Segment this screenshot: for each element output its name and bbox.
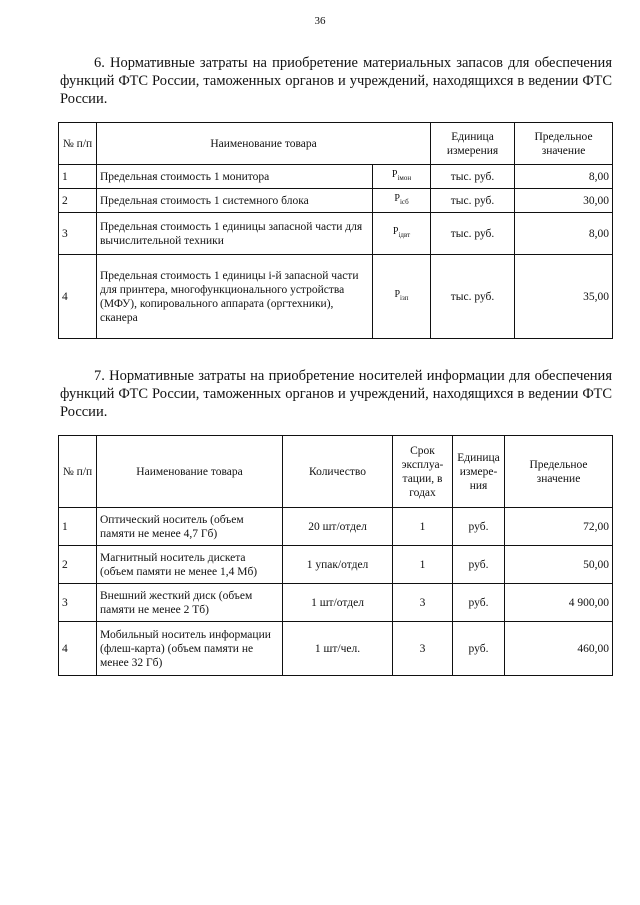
table-header-row [59,123,613,165]
table-row [59,189,613,213]
row-value: 4 900,00 [505,584,613,622]
header-qty: Количество [283,436,393,508]
row-qty: 20 шт/отдел [283,508,393,546]
row-unit: тыс. руб. [431,255,515,339]
header-unit: Единица измере-ния [453,436,505,508]
header-value: Предельное значение [515,123,613,165]
table-row [59,508,613,546]
row-name: Магнитный носитель дискета (объем памяти не менее 1,4 Мб) [97,546,283,584]
row-symbol: $P_{iдвт}$ [373,213,431,255]
row-qty: 1 шт/чел. [283,622,393,676]
page-number: 36 [314,15,326,27]
row-unit: тыс. руб. [431,189,515,213]
table-row [59,213,613,255]
materials-table [58,122,613,339]
row-value: 72,00 [505,508,613,546]
row-num: 2 [59,189,97,213]
table-row [59,255,613,339]
table-row [59,622,613,676]
row-num: 4 [59,622,97,676]
row-term: 3 [393,622,453,676]
row-value: 460,00 [505,622,613,676]
media-table [58,435,613,676]
row-num: 1 [59,165,97,189]
row-name: Предельная стоимость 1 единицы запасной части для вычислительной техники [97,213,373,255]
header-unit: Единица измерения [431,123,515,165]
section-7-heading: 7. Нормативные затраты на приобретение носителей информации для обеспечения функций ФТС России, таможенных органов и учреждений, находящихся в ведении ФТС России. [60,368,612,420]
row-unit: тыс. руб. [431,213,515,255]
row-value: 8,00 [515,213,613,255]
table-row [59,165,613,189]
row-symbol: $P_{iсб}$ [373,189,431,213]
row-name: Предельная стоимость 1 монитора [97,165,373,189]
row-value: 35,00 [515,255,613,339]
row-unit: руб. [453,508,505,546]
header-name: Наименование товара [97,436,283,508]
row-unit: руб. [453,546,505,584]
row-name: Предельная стоимость 1 системного блока [97,189,373,213]
row-unit: руб. [453,622,505,676]
row-value: 8,00 [515,165,613,189]
header-num: № п/п [59,436,97,508]
row-symbol: $P_{iзп}$ [373,255,431,339]
row-name: Внешний жесткий диск (объем памяти не менее 2 Тб) [97,584,283,622]
row-term: 1 [393,508,453,546]
row-num: 3 [59,584,97,622]
row-num: 4 [59,255,97,339]
row-name: Мобильный носитель информации (флеш-карта) (объем памяти не менее 32 Гб) [97,622,283,676]
row-term: 1 [393,546,453,584]
row-num: 1 [59,508,97,546]
table-row [59,584,613,622]
header-num: № п/п [59,123,97,165]
table-header-row [59,436,613,508]
row-value: 30,00 [515,189,613,213]
row-name: Оптический носитель (объем памяти не менее 4,7 Гб) [97,508,283,546]
row-num: 3 [59,213,97,255]
row-num: 2 [59,546,97,584]
row-unit: руб. [453,584,505,622]
header-name: Наименование товара [97,123,431,165]
header-value: Предельное значение [505,436,613,508]
row-term: 3 [393,584,453,622]
table-row [59,546,613,584]
row-name: Предельная стоимость 1 единицы i-й запасной части для принтера, многофункционального устройства (МФУ), копировального аппарата (оргтехники), сканера [97,255,373,339]
header-term: Срок эксплуа-тации, в годах [393,436,453,508]
row-value: 50,00 [505,546,613,584]
section-6-heading: 6. Нормативные затраты на приобретение материальных запасов для обеспечения функций ФТС России, таможенных органов и учреждений, находящихся в ведении ФТС России. [60,55,612,107]
row-qty: 1 упак/отдел [283,546,393,584]
row-symbol: $P_{iмон}$ [373,165,431,189]
row-unit: тыс. руб. [431,165,515,189]
row-qty: 1 шт/отдел [283,584,393,622]
